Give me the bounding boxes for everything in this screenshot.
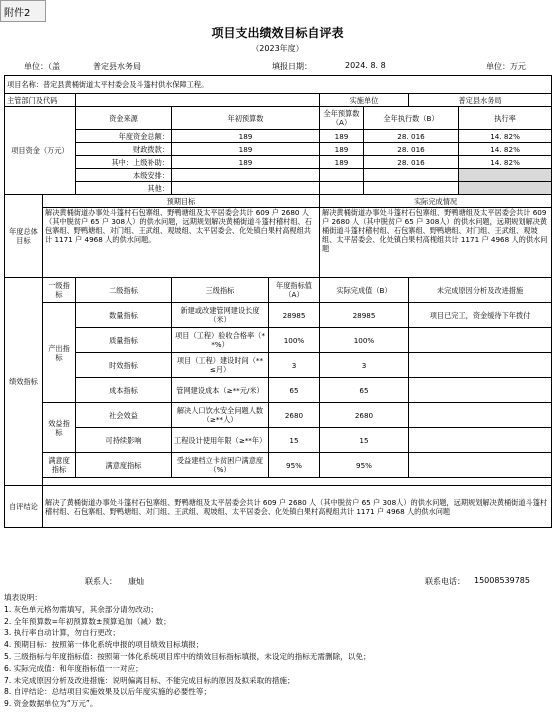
indicator-level2: 数量指标 (76, 303, 172, 328)
note-item: 3. 执行率自动计算，勿自行更改； (4, 628, 120, 638)
note-item: 8. 自评结论：总结项目实施效果及以后年度实施的必要性等； (4, 687, 212, 697)
funds-row-rate (459, 182, 552, 195)
funds-section-label: 项目资金（万元） (5, 107, 76, 195)
indicator-target: 95% (269, 453, 320, 478)
indicator-actual: 28985 (320, 303, 409, 328)
header-level3: 三级指标 (172, 278, 269, 303)
funds-row-label: 财政拨款： (76, 143, 172, 156)
indicator-actual: 100% (320, 328, 409, 353)
indicator-reason (409, 403, 552, 428)
indicator-reason: 项目已完工，资金缓待下年拨付 (409, 303, 552, 328)
indicator-level3: 新建或改建管网建设长度（米） (172, 303, 269, 328)
goals-section-label: 年度总体目标 (5, 195, 43, 278)
indicator-level2: 时效指标 (76, 353, 172, 378)
year-label: （2023年度） (251, 44, 304, 53)
indicator-actual: 3 (320, 353, 409, 378)
contact-label: 联系人： (85, 577, 117, 586)
self-eval-text: 解决了黄桶街道办事处斗篷村石包寨组、野鸭塘组及太平居委会共计 609 户 2680 人（其中脱贫户 65 户 308人）的供水问题，远期规划解决黄桶街道斗篷村稽村组、石包寨组、野鸭塘组、对门组、王武组、观坡组、太平居委会、化处镇白果村高枧组共计 1171 户 4968 人的供水问题 (43, 486, 552, 528)
funds-row-exec: 28. 016 (364, 130, 459, 143)
funds-row-rate: 14. 82% (459, 143, 552, 156)
indicator-level3: 项目（工程）建设时间（**≤月） (172, 353, 269, 378)
header-target: 年度指标值（A） (269, 278, 320, 303)
funds-row-init: 189 (172, 156, 320, 169)
funds-header-init: 年初预算数 (172, 107, 320, 130)
indicator-level3: 工程设计使用年限（≥**年） (172, 428, 269, 453)
project-name: 项目名称：普定县黄桶街道太平村委会及斗篷村供水保障工程。 (5, 76, 552, 94)
unit-label: 单位：（盖 (24, 62, 60, 71)
note-item: 1. 灰色单元格勿需填写，其余部分请勿改动； (4, 604, 158, 614)
header-actual: 实际完成值（B） (320, 278, 409, 303)
funds-row-budget (320, 169, 364, 182)
indicator-target: 65 (269, 378, 320, 403)
funds-row-exec (364, 182, 459, 195)
dept-label: 主管部门及代码 (5, 94, 76, 107)
contact-name: 康灿 (128, 577, 144, 586)
evaluation-table (4, 75, 552, 528)
output-indicator-label: 产出指标 (43, 303, 76, 403)
indicator-level3: 受益建档立卡贫困户满意度（%） (172, 453, 269, 478)
header-level1: 一级指标 (43, 278, 76, 303)
indicator-actual: 65 (320, 378, 409, 403)
note-item: 5. 三级指标与年度指标值：按照第一体化系统项目库中的绩效目标指标填报，未设定的指标无需删除，以免； (4, 651, 371, 661)
note-item: 9. 资金数据单位为“万元”。 (4, 699, 98, 709)
funds-header-exec: 全年执行数（B） (364, 107, 459, 130)
phone-label: 联系电话： (425, 577, 465, 586)
indicator-actual: 95% (320, 453, 409, 478)
page-title: 项目支出绩效目标自评表 (211, 26, 344, 40)
funds-header-budget: 全年预算数（A） (320, 107, 364, 130)
funds-row-label: 本级安排： (76, 169, 172, 182)
actual-goal-header: 实际完成情况 (320, 195, 552, 208)
indicators-section-label: 绩效指标 (5, 278, 43, 486)
fill-date: 2024. 8. 8 (345, 61, 386, 70)
indicator-actual: 2680 (320, 403, 409, 428)
expected-goal-text: 解决黄桶街道办事处斗篷村石包寨组、野鸭塘组及太平居委会共计 609 户 2680 人（其中脱贫户 65 户 308人）的供水问题，远期规划解决黄桶街道斗篷村稽村组、石包寨组、野鸭塘组、对门组、王武组、观坡组、太平居委会、化处镇白果村高枧组共计 1171 户 4968 人的供水问题。 (43, 208, 320, 278)
indicator-reason (409, 353, 552, 378)
indicator-target: 15 (269, 428, 320, 453)
indicator-target: 3 (269, 353, 320, 378)
actual-goal-text: 解决黄桶街道办事处斗篷村石包寨组、野鸭塘组及太平居委会共计 609 户 2680 人（其中脱贫户 65 户 308人）的供水问题，远期规划解决黄桶街道斗篷村稽村组、石包寨组、野鸭塘组、对门组、王武组、观坡组、太平居委会、化处镇白果村高枧组共计 1171 户 4968 人的供水问题 (320, 208, 552, 278)
indicator-actual: 15 (320, 428, 409, 453)
funds-row-init (172, 182, 320, 195)
note-item: 7. 未完成原因分析及改进措施：说明偏离目标、不能完成目标的原因及拟采取的措施； (4, 675, 295, 685)
sheet-tab-label: 附件2 (4, 8, 31, 19)
funds-row-budget: 189 (320, 143, 364, 156)
dept-value (76, 94, 320, 107)
indicator-level2: 满意度指标 (76, 453, 172, 478)
note-item: 4. 预期目标：按照第一体化系统申报的项目绩效目标填报； (4, 640, 204, 650)
funds-row-rate: 14. 82% (459, 156, 552, 169)
indicator-reason (409, 328, 552, 353)
header-reason: 未完成原因分析及改进措施 (409, 278, 552, 303)
impl-name: 普定县水务局 (409, 94, 552, 107)
fill-date-label: 填报日期： (272, 62, 312, 71)
indicator-level2: 社会效益 (76, 403, 172, 428)
funds-row-budget (320, 182, 364, 195)
notes-title: 填表说明： (4, 593, 42, 602)
funds-row-rate: 14. 82% (459, 130, 552, 143)
self-eval-label: 自评结论 (5, 486, 43, 528)
funds-header-source: 资金来源 (76, 107, 172, 130)
funds-header-rate: 执行率 (459, 107, 552, 130)
funds-row-exec (364, 169, 459, 182)
indicator-spacer-row (43, 478, 552, 486)
funds-row-label: 其他： (76, 182, 172, 195)
funds-row-budget: 189 (320, 156, 364, 169)
indicator-level2: 可持续影响 (76, 428, 172, 453)
indicator-level3: 解决人口饮水安全问题人数（≥**人） (172, 403, 269, 428)
impl-label: 实施单位 (320, 94, 409, 107)
currency-unit: 单位：万元 (486, 62, 526, 71)
header-level2: 二级指标 (76, 278, 172, 303)
funds-row-exec: 28. 016 (364, 143, 459, 156)
indicator-target: 100% (269, 328, 320, 353)
note-item: 2. 全年预算数=年初预算数±预算追加（减）数； (4, 616, 171, 626)
note-item: 6. 实际完成值：和年度指标值一一对应； (4, 663, 143, 673)
funds-row-label: 其中：上级补助： (76, 156, 172, 169)
funds-row-budget: 189 (320, 130, 364, 143)
indicator-target: 2680 (269, 403, 320, 428)
indicator-reason (409, 428, 552, 453)
funds-row-init: 189 (172, 130, 320, 143)
funds-row-label: 年度资金总额： (76, 130, 172, 143)
indicator-reason (409, 378, 552, 403)
funds-row-init (172, 169, 320, 182)
benefit-indicator-label: 效益指标 (43, 403, 76, 453)
unit-name: 普定县水务局 (93, 62, 141, 71)
indicator-level3: 项目（工程）验收合格率（**%） (172, 328, 269, 353)
indicator-target: 28985 (269, 303, 320, 328)
funds-row-rate (459, 169, 552, 182)
funds-row-exec: 28. 016 (364, 156, 459, 169)
indicator-level3: 管网建设成本（≥**元/米） (172, 378, 269, 403)
funds-row-init: 189 (172, 143, 320, 156)
expected-goal-header: 预期目标 (43, 195, 320, 208)
indicator-reason (409, 453, 552, 478)
satisfaction-indicator-label: 满意度指标 (43, 453, 76, 478)
indicator-level2: 成本指标 (76, 378, 172, 403)
fill-notes (4, 592, 371, 710)
phone-number: 15008539785 (474, 576, 530, 585)
indicator-level2: 质量指标 (76, 328, 172, 353)
